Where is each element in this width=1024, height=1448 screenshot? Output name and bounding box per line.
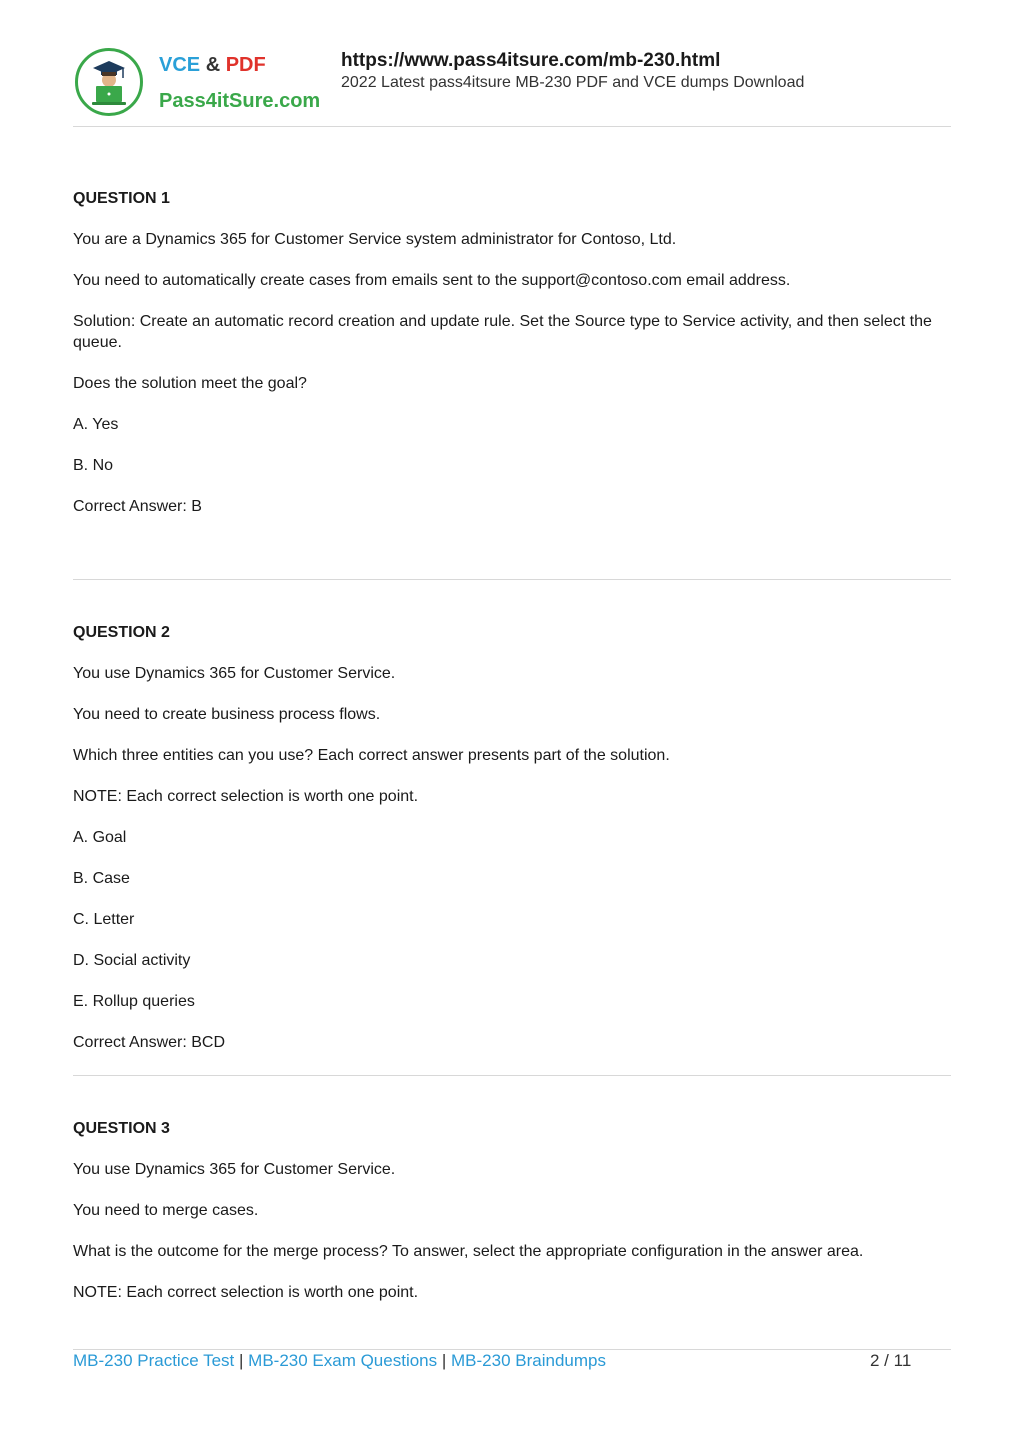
question-text: You use Dynamics 365 for Customer Service.	[73, 1161, 396, 1178]
question-note: NOTE: Each correct selection is worth one point.	[73, 788, 419, 805]
question-3	[73, 1118, 951, 1303]
logo-site-name: Pass4itSure.com	[159, 90, 321, 112]
answer-option: A. Goal	[73, 829, 127, 846]
question-text: You need to merge cases.	[73, 1202, 259, 1219]
question-text: You are a Dynamics 365 for Customer Service system administrator for Contoso, Ltd.	[73, 231, 677, 248]
graduate-laptop-icon	[78, 51, 140, 113]
answer-option: E. Rollup queries	[73, 993, 195, 1010]
logo-brand-top	[159, 54, 266, 77]
correct-answer: Correct Answer: BCD	[73, 1034, 226, 1051]
logo-emblem	[75, 48, 143, 116]
question-text: You need to automatically create cases from emails sent to the support@contoso.com email address.	[73, 272, 791, 289]
correct-answer: Correct Answer: B	[73, 498, 202, 515]
page-header	[73, 44, 951, 126]
logo	[73, 44, 321, 124]
logo-amp-text: &	[205, 54, 221, 76]
question-divider	[73, 579, 951, 580]
page-footer	[73, 1351, 951, 1371]
answer-option: B. Case	[73, 870, 130, 887]
question-2	[73, 622, 951, 1053]
question-text: You need to create business process flows.	[73, 706, 381, 723]
question-text: Does the solution meet the goal?	[73, 375, 307, 392]
question-divider	[73, 1075, 951, 1076]
header-divider	[73, 126, 951, 127]
footer-divider	[73, 1349, 951, 1350]
footer-separator: |	[441, 1351, 447, 1370]
answer-option: C. Letter	[73, 911, 135, 928]
footer-separator: |	[239, 1351, 244, 1370]
question-1	[73, 188, 951, 517]
question-text: What is the outcome for the merge process? To answer, select the appropriate configuration in the answer area.	[73, 1243, 864, 1260]
question-text: Which three entities can you use? Each correct answer presents part of the solution.	[73, 747, 670, 764]
header-url: https://www.pass4itsure.com/mb-230.html	[341, 50, 721, 71]
footer-link-practice-test[interactable]: MB-230 Practice Test	[73, 1351, 235, 1370]
question-title: QUESTION 2	[73, 624, 170, 641]
answer-option: A. Yes	[73, 416, 119, 433]
question-title: QUESTION 1	[73, 190, 170, 207]
footer-link-exam-questions[interactable]: MB-230 Exam Questions	[248, 1351, 438, 1370]
footer-link-braindumps[interactable]: MB-230 Braindumps	[451, 1351, 606, 1370]
answer-option: D. Social activity	[73, 952, 191, 969]
question-text: You use Dynamics 365 for Customer Service.	[73, 665, 396, 682]
answer-option: B. No	[73, 457, 114, 474]
logo-pdf-text: PDF	[225, 54, 266, 76]
question-title: QUESTION 3	[73, 1120, 170, 1137]
question-text: Solution: Create an automatic record creation and update rule. Set the Source type to Service activity, and then select the queue.	[73, 313, 932, 351]
question-note: NOTE: Each correct selection is worth one point.	[73, 1284, 419, 1301]
header-text	[341, 50, 804, 92]
logo-vce-text: VCE	[159, 54, 201, 76]
page-number: 2 / 11	[870, 1351, 912, 1370]
header-subtitle: 2022 Latest pass4itsure MB-230 PDF and VCE dumps Download	[341, 74, 805, 91]
